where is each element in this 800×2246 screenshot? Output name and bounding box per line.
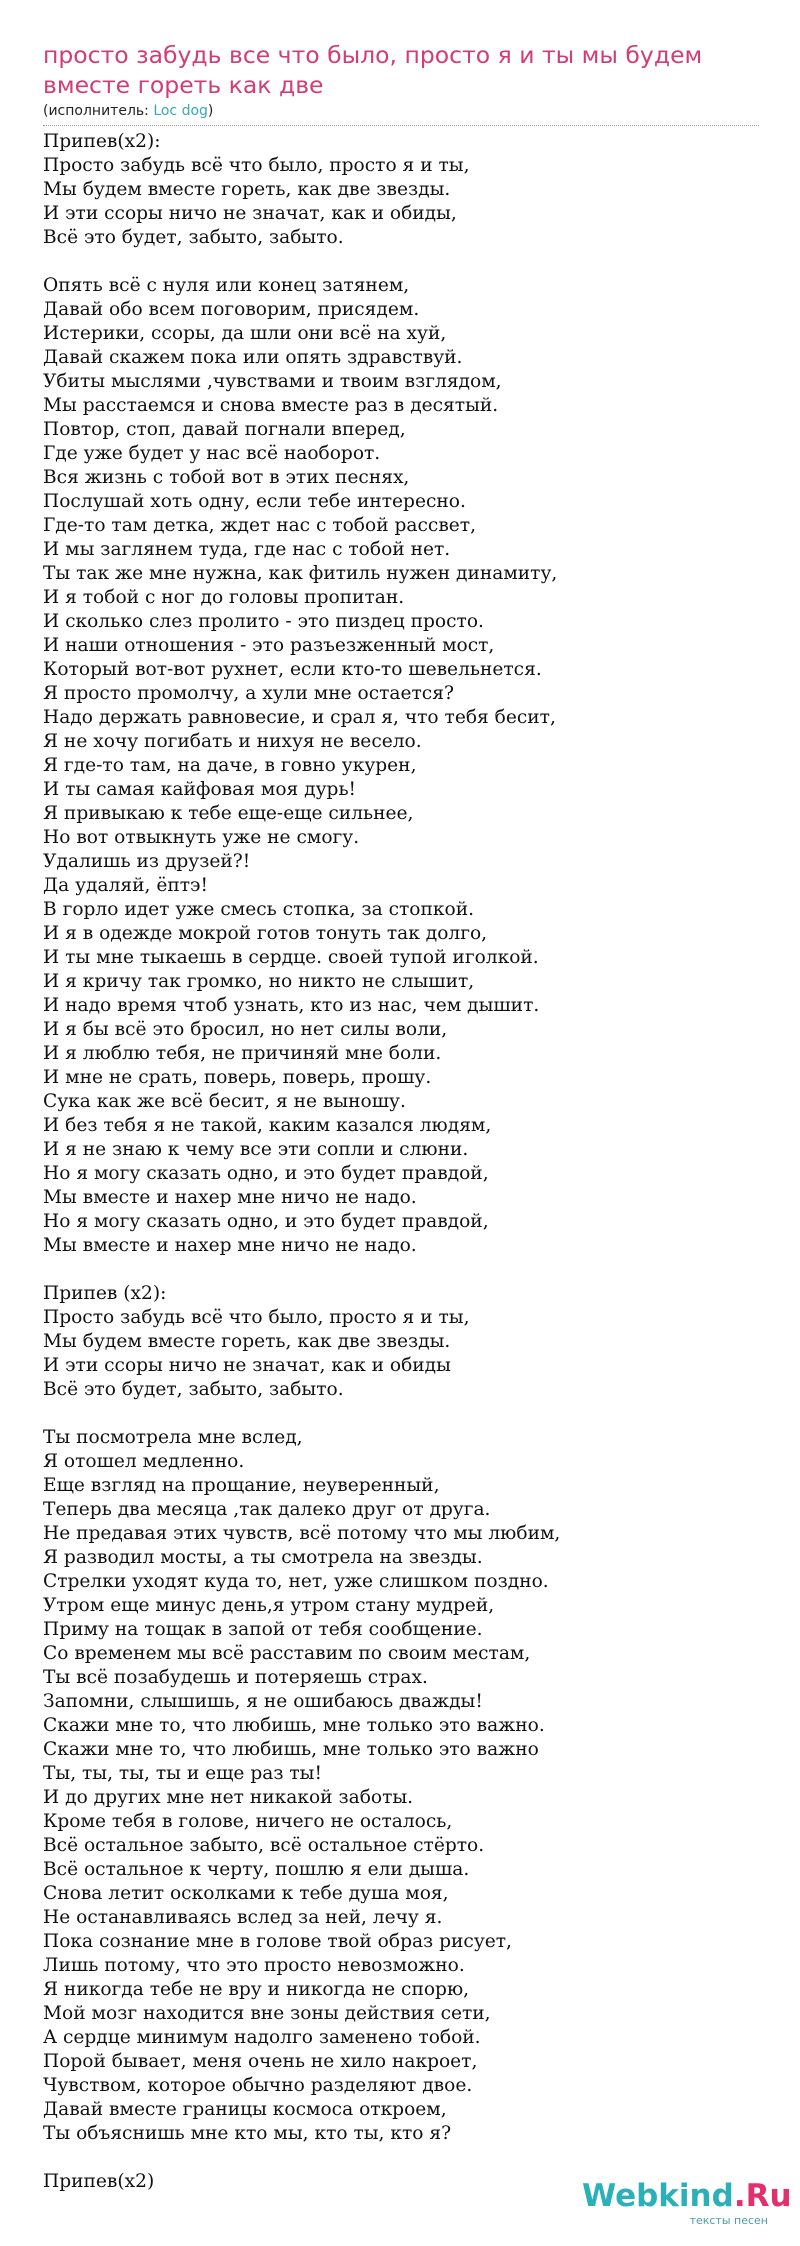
logo-tagline: тексты песен xyxy=(689,2214,768,2227)
artist-suffix: ) xyxy=(207,103,214,119)
artist-prefix: (исполнитель: xyxy=(43,103,154,119)
artist-line xyxy=(43,103,759,126)
artist-link[interactable]: Loc dog xyxy=(153,103,208,119)
song-title: просто забудь все что было, просто я и ты мы будем вместе гореть как две xyxy=(43,41,703,99)
lyrics-text: Припев(x2): Просто забудь всё что было, просто я и ты, Мы будем вместе гореть, как две звезды. И эти ссоры ничо не значат, как и обиды, Всё это будет, забыто, забыто. Опять всё с нуля или конец затянем, Давай обо всем поговорим, присядем. Истерики, ссоры, да шли они всё на хуй, Давай скажем пока или опять здравствуй. Убиты мыслями ,чувствами и твоим взглядом, Мы расстаемся и снова вместе раз в десятый. Повтор, стоп, давай погнали вперед, Где уже будет у нас всё наоборот. Вся жизнь с тобой вот в этих песнях, Послушай хоть одну, если тебе интересно. Где-то там детка, ждет нас с тобой рассвет, И мы заглянем туда, где нас с тобой нет. Ты так же мне нужна, как фитиль нужен динамиту, И я тобой с ног до головы пропитан. И сколько слез пролито - это пиздец просто. И наши отношения - это разъезженный мост, Который вот-вот рухнет, если кто-то шевельнется. Я просто промолчу, а хули мне остается? Надо держать равновесие, и срал я, что тебя бесит, Я не хочу погибать и нихуя не весело. Я где-то там, на даче, в говно укурен, И ты самая кайфовая моя дурь! Я привыкаю к тебе еще-еще сильнее, Но вот отвыкнуть уже не смогу. Удалишь из друзей?! Да удаляй, ёптэ! В горло идет уже смесь стопка, за стопкой. И я в одежде мокрой готов тонуть так долго, И ты мне тыкаешь в сердце. своей тупой иголкой. И я кричу так громко, но никто не слышит, И надо время чтоб узнать, кто из нас, чем дышит. И я бы всё это бросил, но нет силы воли, И я люблю тебя, не причиняй мне боли. И мне не срать, поверь, поверь, прошу. Сука как же всё бесит, я не выношу. И без тебя я не такой, каким казался людям, И я не знаю к чему все эти сопли и слюни. Но я могу сказать одно, и это будет правдой, Мы вместе и нахер мне ничо не надо. Но я могу сказать одно, и это будет правдой, Мы вместе и нахер мне ничо не надо. Припев (x2): Просто забудь всё что было, просто я и ты, Мы будем вместе гореть, как две звезды. И эти ссоры ничо не значат, как и обиды Всё это будет, забыто, забыто. Ты посмотрела мне вслед, Я отошел медленно. Еще взгляд на прощание, неуверенный, Теперь два месяца ,так далеко друг от друга. Не предавая этих чувств, всё потому что мы любим, Я разводил мосты, а ты смотрела на звезды. Стрелки уходят куда то, нет, уже слишком поздно. Утром еще минус день,я утром стану мудрей, Приму на тощак в запой от тебя сообщение. Со временем мы всё расставим по своим местам, Ты всё позабудешь и потеряешь страх. Запомни, слышишь, я не ошибаюсь дважды! Скажи мне то, что любишь, мне только это важно. Скажи мне то, что любишь, мне только это важно Ты, ты, ты, ты и еще раз ты! И до других мне нет никакой заботы. Кроме тебя в голове, ничего не осталось, Всё остальное забыто, всё остальное стёрто. Всё остальное к черту, пошлю я ели дыша. Снова летит осколками к тебе душа моя, Не останавливаясь вслед за ней, лечу я. Пока сознание мне в голове твой образ рисует, Лишь потому, что это просто невозможно. Я никогда тебе не вру и никогда не спорю, Мой мозг находится вне зоны действия сети, А сердце минимум надолго заменено тобой. Порой бывает, меня очень не хило накроет, Чувством, которое обычно разделяют двое. Давай вместе границы космоса откроем, Ты объяснишь мне кто мы, кто ты, кто я? Припев(x2) xyxy=(43,131,561,2192)
song-header xyxy=(43,40,759,126)
site-logo[interactable] xyxy=(582,2178,792,2228)
logo-brand-tld: .Ru xyxy=(733,2178,792,2214)
logo-brand-main: Webkind xyxy=(582,2178,734,2214)
logo-wordmark xyxy=(582,2178,792,2214)
